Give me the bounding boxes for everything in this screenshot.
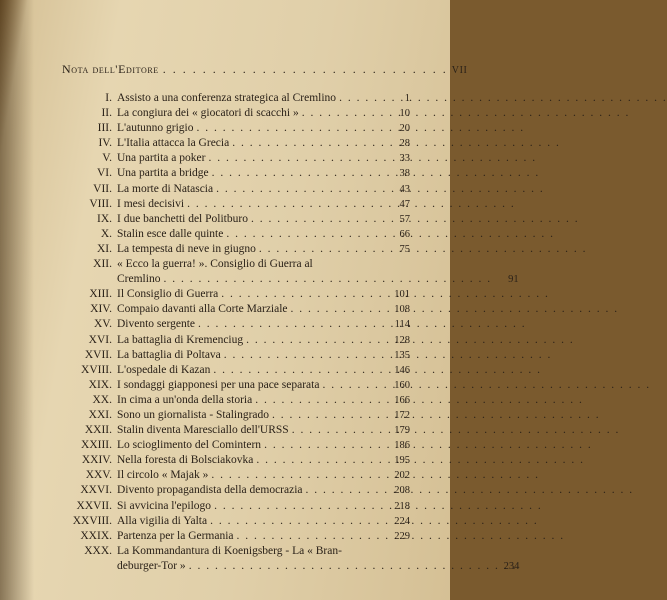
leader-dots (261, 438, 386, 453)
chapter-title: « Ecco la guerra! ». Consiglio di Guerra al (117, 258, 313, 271)
chapter-entry (62, 468, 410, 483)
chapter-number: XV. (93, 318, 112, 331)
chapter-number: XX. (92, 393, 112, 406)
chapter-entry (62, 136, 410, 151)
chapter-number: IX. (96, 212, 112, 225)
chapter-page: 172 (394, 409, 410, 421)
chapter-page: 101 (394, 289, 410, 301)
chapter-title: La morte di Natascia (117, 182, 214, 195)
chapter-page: 224 (394, 515, 410, 527)
chapter-entry (62, 287, 410, 302)
leader-dots (209, 166, 386, 181)
chapter-page: 186 (394, 440, 410, 452)
chapter-title: I mesi decisivi (117, 197, 185, 210)
chapter-title: Il circolo « Majak » (117, 469, 209, 482)
leader-dots (194, 121, 387, 136)
chapter-number: XXII. (84, 424, 112, 437)
chapter-number: IV. (98, 137, 112, 150)
chapter-number: XXV. (85, 469, 112, 482)
leader-dots (211, 499, 386, 514)
chapter-title: Partenza per la Germania (117, 529, 234, 542)
chapter-page: 208 (394, 485, 410, 497)
leader-dots (299, 106, 386, 121)
chapter-page: 218 (394, 500, 410, 512)
leader-dots (303, 483, 386, 498)
leader-dots (184, 197, 386, 212)
chapter-number: X. (100, 227, 112, 240)
chapter-title: Una partita a bridge (117, 167, 209, 180)
chapter-title: L'autunno grigio (117, 122, 194, 135)
chapter-entry (62, 317, 410, 332)
chapter-title: Compaio davanti alla Corte Marziale (117, 303, 288, 316)
leader-dots (213, 182, 386, 197)
chapter-page: 195 (394, 455, 410, 467)
leader-dots (269, 408, 386, 423)
leader-dots (218, 287, 386, 302)
chapter-title: Si avvicina l'epilogo (117, 499, 212, 512)
chapter-entry (62, 182, 410, 197)
chapter-page: 234 (503, 560, 520, 572)
chapter-entry (62, 514, 410, 529)
editor-note-entry (62, 62, 468, 77)
editor-note-page: VII (451, 65, 468, 76)
leader-dots (208, 468, 386, 483)
chapter-number: VII. (93, 182, 112, 195)
chapter-page: 229 (394, 530, 410, 542)
chapter-number: XVII. (84, 348, 112, 361)
chapter-title: La Kommandantura di Koenigsberg - La « Bran- (117, 544, 342, 557)
chapter-page: 146 (394, 364, 410, 376)
leader-dots (253, 453, 386, 468)
chapter-title: Nella foresta di Bolsciakovka (117, 454, 254, 467)
chapter-number: VIII. (89, 197, 112, 210)
leader-dots (205, 151, 386, 166)
leader-dots (289, 423, 386, 438)
leader-dots (288, 302, 386, 317)
chapter-title: La battaglia di Poltava (117, 348, 221, 361)
chapter-number: XXIX. (80, 529, 112, 542)
chapter-page: 114 (394, 319, 410, 331)
chapter-page: 91 (508, 274, 519, 286)
page-gutter-shadow (0, 0, 34, 600)
chapter-title-continued: deburger-Tor » (117, 559, 186, 572)
chapter-page: 108 (394, 304, 410, 316)
chapter-entry (62, 151, 410, 166)
chapter-title: Una partita a poker (117, 152, 206, 165)
table-of-contents (62, 62, 520, 574)
chapter-entry (62, 257, 519, 287)
chapter-number: III. (97, 122, 112, 135)
chapter-entry (62, 453, 410, 468)
chapter-title: I sondaggi giapponesi per una pace separata (117, 378, 320, 391)
chapter-page: 20 (399, 123, 410, 135)
chapter-list (62, 91, 520, 574)
chapter-entry (62, 227, 410, 242)
chapter-title: Divento propagandista della democrazia (117, 484, 303, 497)
chapter-title: Lo scioglimento del Comintern (117, 439, 262, 452)
chapter-number: XVIII. (81, 363, 112, 376)
chapter-number: XII. (93, 258, 112, 271)
chapter-number: VI. (96, 167, 112, 180)
chapter-number: XXX. (84, 544, 112, 557)
chapter-title: Stalin diventa Maresciallo dell'URSS (117, 424, 289, 437)
chapter-title-continued: Cremlino (117, 273, 161, 286)
chapter-entry (62, 166, 410, 181)
chapter-entry (62, 106, 410, 121)
chapter-title: In cima a un'onda della storia (117, 393, 253, 406)
chapter-page: 66 (399, 228, 410, 240)
leader-dots (229, 136, 386, 151)
chapter-entry (62, 363, 410, 378)
chapter-number: XVI. (88, 333, 112, 346)
chapter-entry (62, 242, 410, 257)
chapter-page: 166 (394, 394, 410, 406)
chapter-number: XI. (96, 242, 112, 255)
leader-dots (248, 212, 386, 227)
chapter-title: La battaglia di Kremenciug (117, 333, 244, 346)
chapter-entry (62, 378, 410, 393)
chapter-page: 28 (399, 138, 410, 150)
leader-dots (256, 242, 386, 257)
chapter-entry (62, 348, 410, 363)
chapter-number: XXIV. (81, 454, 112, 467)
chapter-number: XXVIII. (72, 514, 112, 527)
chapter-title: I due banchetti del Politburo (117, 212, 248, 225)
chapter-number: I. (105, 92, 112, 104)
leader-dots (195, 317, 386, 332)
leader-dots (221, 348, 386, 363)
leader-dots (207, 514, 386, 529)
chapter-title: Divento sergente (117, 318, 196, 331)
chapter-page: 43 (399, 183, 410, 195)
chapter-number: XIV. (90, 303, 112, 316)
chapter-entry (62, 302, 410, 317)
chapter-page: 202 (394, 470, 410, 482)
chapter-page: 38 (399, 168, 410, 180)
chapter-number: V. (102, 152, 112, 165)
chapter-page: 33 (399, 153, 410, 165)
chapter-entry (62, 393, 410, 408)
chapter-entry (62, 529, 410, 544)
chapter-entry (62, 91, 410, 106)
chapter-title: Alla vigilia di Yalta (117, 514, 208, 527)
leader-dots (223, 227, 386, 242)
chapter-page: 135 (394, 349, 410, 361)
chapter-number: XXI. (88, 408, 112, 421)
chapter-entry (62, 483, 410, 498)
leader-dots (336, 91, 386, 106)
chapter-entry (62, 197, 410, 212)
chapter-title: La tempesta di neve in giugno (117, 242, 256, 255)
chapter-page: 75 (399, 243, 410, 255)
chapter-number: XXVI. (80, 484, 112, 497)
chapter-entry (62, 544, 520, 574)
chapter-entry (62, 438, 410, 453)
chapter-title: L'Italia attacca la Grecia (117, 137, 230, 150)
leader-dots (234, 529, 386, 544)
chapter-number: XXVII. (76, 499, 112, 512)
leader-dots (319, 378, 386, 393)
chapter-page: 160 (394, 379, 410, 391)
chapter-entry (62, 333, 410, 348)
chapter-title: Sono un giornalista - Stalingrado (117, 408, 270, 421)
chapter-number: XIII. (89, 288, 112, 301)
leader-dots (252, 393, 386, 408)
chapter-page: 179 (394, 425, 410, 437)
chapter-title: L'ospedale di Kazan (117, 363, 211, 376)
chapter-entry (62, 423, 410, 438)
chapter-number: XIX. (88, 378, 112, 391)
leader-dots (210, 363, 386, 378)
chapter-entry (62, 408, 410, 423)
chapter-entry (62, 121, 410, 136)
chapter-title: La congiura dei « giocatori di scacchi » (117, 107, 299, 120)
chapter-entry (62, 499, 410, 514)
leader-dots (160, 272, 494, 287)
chapter-page: 128 (394, 334, 410, 346)
chapter-page: 57 (399, 213, 410, 225)
chapter-title: Assisto a una conferenza strategica al Cremlino (117, 92, 337, 104)
chapter-entry (62, 212, 410, 227)
chapter-page: 47 (399, 198, 410, 210)
chapter-page: 1 (404, 93, 410, 104)
leader-dots (159, 62, 452, 77)
chapter-title: Stalin esce dalle quinte (117, 227, 224, 240)
chapter-page: 10 (399, 108, 410, 120)
chapter-title: Il Consiglio di Guerra (117, 288, 219, 301)
chapter-number: II. (101, 107, 112, 120)
chapter-number: XXIII. (81, 439, 112, 452)
leader-dots (243, 333, 386, 348)
editor-note-title: Nota dell'Editore (62, 62, 159, 76)
leader-dots (186, 559, 496, 574)
